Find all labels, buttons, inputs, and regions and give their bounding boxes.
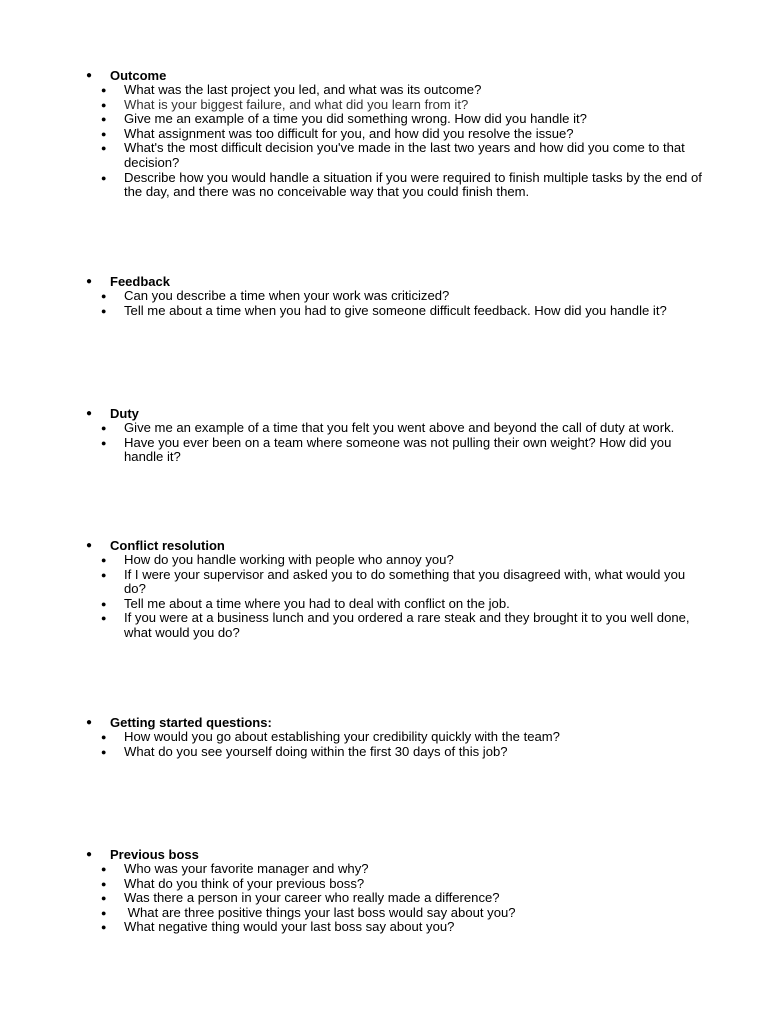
section-heading-row <box>0 406 768 421</box>
list-item-text: What are three positive things your last boss would say about you? <box>124 904 516 920</box>
section-heading: Outcome <box>110 68 167 83</box>
section-heading-row <box>0 68 768 83</box>
list-item <box>0 906 768 921</box>
bullet-icon: ● <box>101 291 107 301</box>
bullet-icon: ● <box>101 907 107 918</box>
list-item <box>0 891 768 906</box>
list-item-text: What is your biggest failure, and what did you learn from it? <box>124 96 469 112</box>
list-item-text: Who was your favorite manager and why? <box>124 861 369 876</box>
list-item-text: If I were your supervisor and asked you to do something that you disagreed with, what would you do? <box>124 566 686 597</box>
section-previous-boss <box>0 847 768 935</box>
list-item <box>0 289 768 304</box>
list-item <box>0 421 768 436</box>
list-item-text: What do you think of your previous boss? <box>124 875 365 891</box>
section-heading: Feedback <box>110 274 170 289</box>
list-item-text: If you were at a business lunch and you ordered a rare steak and they brought it to you well done, what would you do? <box>124 610 690 640</box>
bullet-icon: ● <box>86 70 93 81</box>
list-item-text: Tell me about a time when you had to give someone difficult feedback. How did you handle it? <box>124 302 667 318</box>
list-item-text: Have you ever been on a team where someone was not pulling their own weight? How did you handle it? <box>124 434 672 465</box>
bullet-icon: ● <box>101 305 107 316</box>
bullet-icon: ● <box>101 598 107 609</box>
list-item-text: How would you go about establishing your credibility quickly with the team? <box>124 729 560 744</box>
list-item-text: Give me an example of a time that you felt you went above and beyond the call of duty at work. <box>124 420 675 435</box>
section-heading: Getting started questions: <box>110 715 272 730</box>
bullet-icon: ● <box>86 276 93 287</box>
section-heading-row <box>0 538 768 553</box>
bullet-icon: ● <box>101 732 107 742</box>
bullet-icon: ● <box>101 864 107 874</box>
bullet-icon: ● <box>101 613 107 624</box>
list-item <box>0 112 768 127</box>
bullet-icon: ● <box>101 878 107 889</box>
section-outcome <box>0 68 768 200</box>
list-item-text: Give me an example of a time you did something wrong. How did you handle it? <box>124 111 587 127</box>
section-heading: Duty <box>110 406 139 421</box>
bullet-icon: ● <box>101 143 107 154</box>
section-getting-started <box>0 715 768 759</box>
bullet-icon: ● <box>86 849 93 860</box>
bullet-icon: ● <box>101 423 107 433</box>
list-item-text: What do you see yourself doing within the first 30 days of this job? <box>124 743 508 759</box>
list-item-text: What assignment was too difficult for you, and how did you resolve the issue? <box>124 125 574 141</box>
list-item <box>0 730 768 745</box>
list-item-text: What's the most difficult decision you've made in the last two years and how did you come to that decision? <box>124 140 685 170</box>
list-item <box>0 553 768 568</box>
bullet-icon: ● <box>101 893 107 904</box>
list-item <box>0 436 768 465</box>
list-item-text: What was the last project you led, and what was its outcome? <box>124 82 482 97</box>
section-heading-row <box>0 715 768 730</box>
section-heading-row <box>0 847 768 862</box>
list-item <box>0 127 768 142</box>
list-item <box>0 611 768 640</box>
list-item <box>0 920 768 935</box>
list-item <box>0 597 768 612</box>
bullet-icon: ● <box>86 408 93 419</box>
bullet-icon: ● <box>101 569 107 580</box>
list-item <box>0 862 768 877</box>
section-heading: Previous boss <box>110 847 199 862</box>
list-item-text: Describe how you would handle a situation if you were required to finish multiple tasks by the end of the day, and there was no conceivable way that you could finish them. <box>124 169 702 200</box>
section-conflict-resolution <box>0 538 768 641</box>
list-item-text: Can you describe a time when your work was criticized? <box>124 288 450 303</box>
list-item <box>0 98 768 113</box>
list-item <box>0 141 768 170</box>
list-item-text: How do you handle working with people who annoy you? <box>124 552 454 567</box>
bullet-icon: ● <box>101 172 107 183</box>
bullet-icon: ● <box>86 717 93 728</box>
bullet-icon: ● <box>101 128 107 139</box>
bullet-icon: ● <box>101 99 107 110</box>
bullet-icon: ● <box>101 85 107 95</box>
section-heading: Conflict resolution <box>110 538 225 553</box>
section-heading-row <box>0 274 768 289</box>
list-item <box>0 568 768 597</box>
bullet-icon: ● <box>86 540 93 551</box>
bullet-icon: ● <box>101 114 107 125</box>
section-duty <box>0 406 768 465</box>
list-item-text: Was there a person in your career who really made a difference? <box>124 890 500 906</box>
list-item <box>0 877 768 892</box>
list-item <box>0 171 768 200</box>
list-item <box>0 745 768 760</box>
list-item-text: What negative thing would your last boss say about you? <box>124 919 455 935</box>
bullet-icon: ● <box>101 437 107 448</box>
bullet-icon: ● <box>101 555 107 565</box>
list-item-text: Tell me about a time where you had to deal with conflict on the job. <box>124 595 510 611</box>
bullet-icon: ● <box>101 922 107 933</box>
list-item <box>0 304 768 319</box>
list-item <box>0 83 768 98</box>
section-feedback <box>0 274 768 318</box>
bullet-icon: ● <box>101 746 107 757</box>
